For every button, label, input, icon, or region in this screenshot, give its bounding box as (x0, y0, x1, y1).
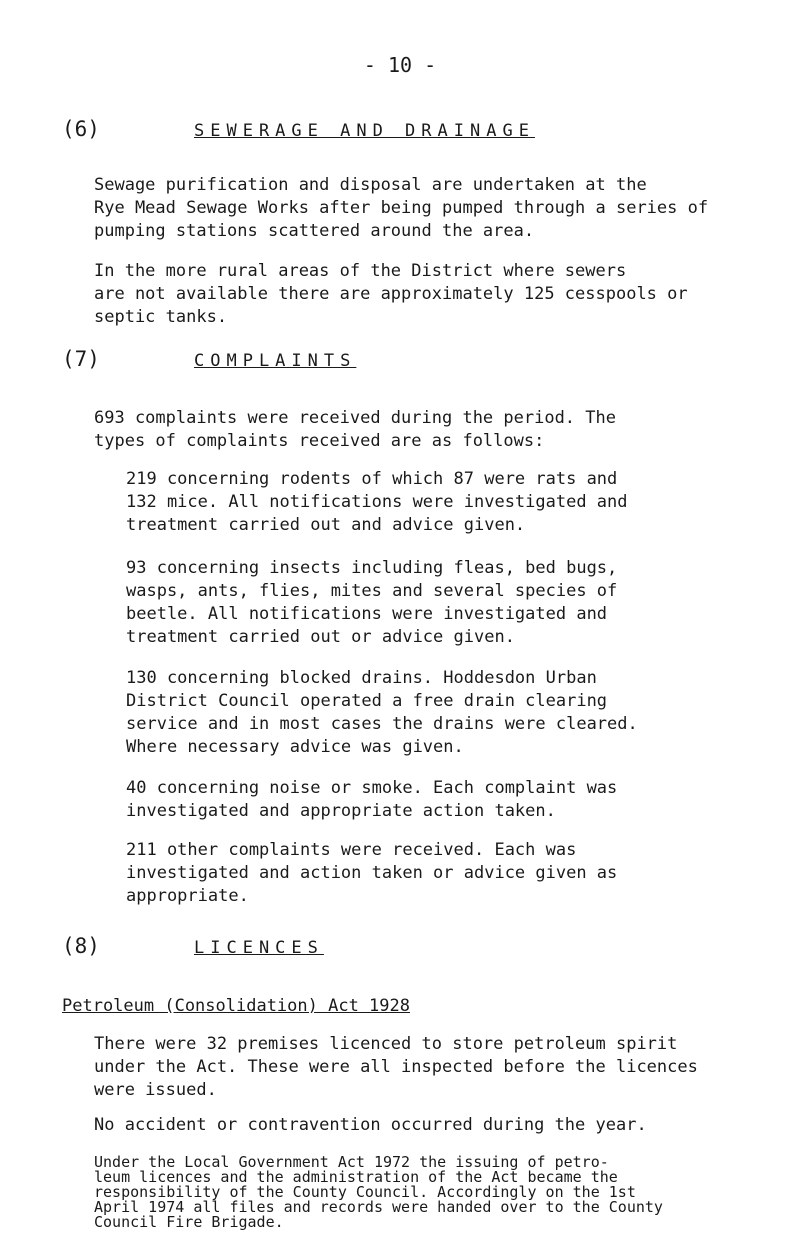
section-heading-complaints (62, 348, 356, 373)
complaint-item-drains: 130 concerning blocked drains. Hoddesdon Urban District Council operated a free drain clearing service and in most cases the drains were cleared. Where necessary advice was given. (126, 668, 638, 757)
section-number: (8) (62, 934, 100, 958)
paragraph: Sewage purification and disposal are undertaken at the Rye Mead Sewage Works after being pumped through a series of pumping stations scattered around the area. (94, 175, 709, 241)
paragraph: Under the Local Government Act 1972 the issuing of petro- leum licences and the administration of the Act became the responsibility of the County Council. Accordingly on the 1st April 1974 all files and records were handed over to the County Council Fire Brigade. (94, 1153, 663, 1231)
section-number: (6) (62, 117, 100, 141)
paragraph: No accident or contravention occurred during the year. (94, 1115, 647, 1135)
paragraph: There were 32 premises licenced to store petroleum spirit under the Act. These were all inspected before the licences were issued. (94, 1034, 698, 1100)
paragraph: In the more rural areas of the District where sewers are not available there are approximately 125 cesspools or septic tanks. (94, 261, 688, 327)
page-number: - 10 - (363, 53, 437, 77)
complaint-item-noise: 40 concerning noise or smoke. Each complaint was investigated and appropriate action taken. (126, 778, 618, 821)
section-heading-sewerage (62, 118, 535, 143)
section-title: SEWERAGE AND DRAINAGE (194, 121, 535, 141)
subheading-petroleum-act: Petroleum (Consolidation) Act 1928 (62, 996, 410, 1016)
section-number: (7) (62, 347, 100, 371)
complaint-item-insects: 93 concerning insects including fleas, bed bugs, wasps, ants, flies, mites and several species of beetle. All notifications were investigated and treatment carried out or advice given. (126, 558, 618, 647)
section-title: COMPLAINTS (194, 351, 357, 371)
complaint-item-rodents: 219 concerning rodents of which 87 were rats and 132 mice. All notifications were investigated and treatment carried out and advice given. (126, 469, 628, 535)
complaints-intro: 693 complaints were received during the period. The types of complaints received are as follows: (94, 408, 616, 451)
section-title: LICENCES (194, 938, 324, 958)
section-heading-licences (62, 935, 324, 960)
complaint-item-other: 211 other complaints were received. Each was investigated and action taken or advice given as appropriate. (126, 840, 618, 906)
